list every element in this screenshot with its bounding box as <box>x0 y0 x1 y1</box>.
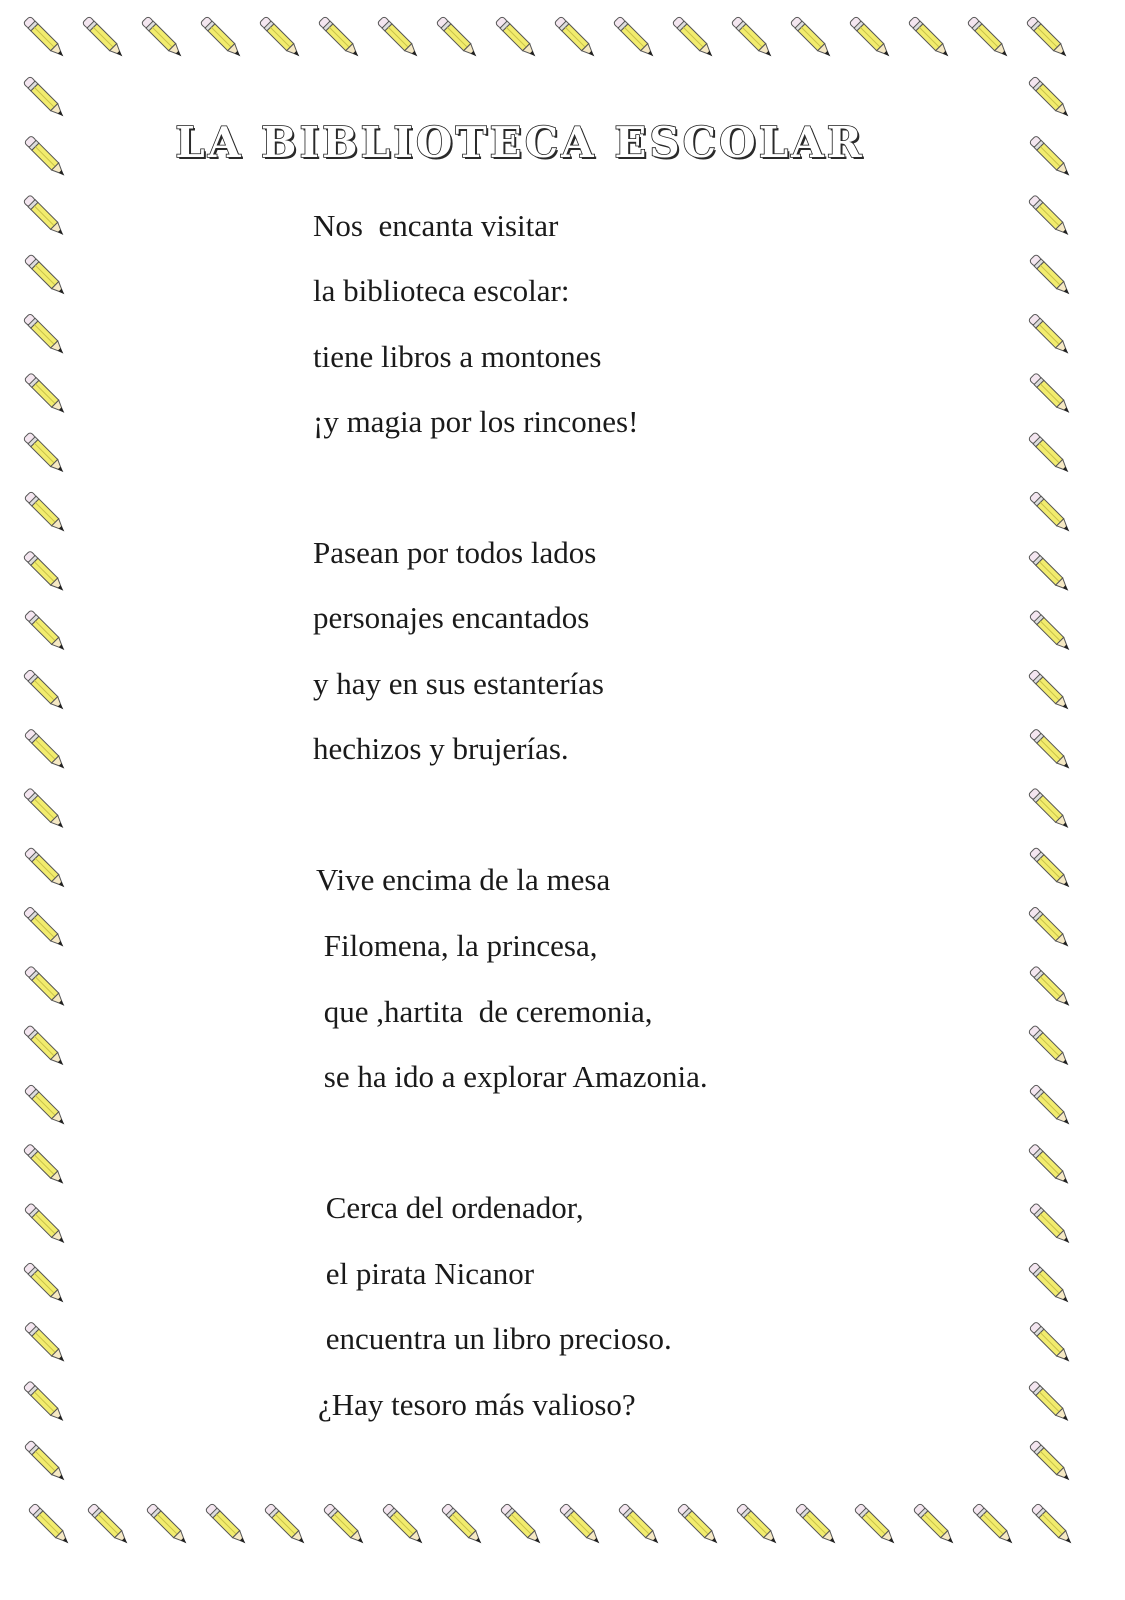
pencil-icon <box>677 1503 721 1547</box>
pencil-icon <box>24 491 68 535</box>
pencil-icon <box>23 788 67 832</box>
pencil-icon <box>1028 1381 1072 1425</box>
pencil-icon <box>24 966 68 1010</box>
pencil-icon <box>23 76 67 120</box>
pencil-icon <box>23 1143 67 1187</box>
pencil-icon <box>24 1440 68 1484</box>
pencil-icon <box>1031 1503 1075 1547</box>
pencil-icon <box>1028 1262 1072 1306</box>
poem-line: encuentra un libro precioso. <box>318 1321 672 1356</box>
poem-line: Filomena, la princesa, <box>316 928 598 963</box>
pencil-icon <box>146 1503 190 1547</box>
pencil-icon <box>23 16 67 60</box>
poem-title: LA BIBLIOTECA ESCOLAR <box>175 118 865 167</box>
poem-line: Nos encanta visitar <box>313 208 559 243</box>
pencil-icon <box>23 906 67 950</box>
pencil-icon <box>23 432 67 476</box>
pencil-icon <box>1029 1440 1073 1484</box>
pencil-icon <box>913 1503 957 1547</box>
poem-line: ¿Hay tesoro más valioso? <box>318 1387 636 1422</box>
pencil-icon <box>500 1503 544 1547</box>
pencil-icon <box>1029 728 1073 772</box>
pencil-icon <box>24 1203 68 1247</box>
pencil-icon <box>495 16 539 60</box>
pencil-icon <box>972 1503 1016 1547</box>
pencil-icon <box>82 16 126 60</box>
pencil-icon <box>1028 313 1072 357</box>
pencil-icon <box>1026 16 1070 60</box>
pencil-icon <box>23 1381 67 1425</box>
pencil-icon <box>323 1503 367 1547</box>
pencil-icon <box>849 16 893 60</box>
pencil-icon <box>23 1262 67 1306</box>
pencil-icon <box>854 1503 898 1547</box>
pencil-icon <box>24 1084 68 1128</box>
poem-line: se ha ido a explorar Amazonia. <box>316 1059 708 1094</box>
pencil-icon <box>1029 610 1073 654</box>
pencil-icon <box>205 1503 249 1547</box>
pencil-icon <box>1029 254 1073 298</box>
pencil-icon <box>23 313 67 357</box>
poem-line: la biblioteca escolar: <box>313 273 570 308</box>
pencil-icon <box>1029 1084 1073 1128</box>
pencil-icon <box>436 16 480 60</box>
pencil-icon <box>1028 906 1072 950</box>
pencil-icon <box>23 669 67 713</box>
pencil-icon <box>141 16 185 60</box>
pencil-icon <box>259 16 303 60</box>
pencil-icon <box>1029 966 1073 1010</box>
pencil-icon <box>318 16 362 60</box>
pencil-icon <box>731 16 775 60</box>
pencil-icon <box>618 1503 662 1547</box>
pencil-icon <box>1029 847 1073 891</box>
pencil-icon <box>24 610 68 654</box>
poem-line: tiene libros a montones <box>313 339 602 374</box>
pencil-icon <box>1028 788 1072 832</box>
pencil-icon <box>200 16 244 60</box>
pencil-icon <box>554 16 598 60</box>
pencil-icon <box>613 16 657 60</box>
pencil-icon <box>1029 491 1073 535</box>
pencil-icon <box>1028 669 1072 713</box>
pencil-icon <box>1029 1203 1073 1247</box>
pencil-icon <box>24 728 68 772</box>
pencil-icon <box>24 847 68 891</box>
pencil-icon <box>382 1503 426 1547</box>
poem-line: ¡y magia por los rincones! <box>313 404 639 439</box>
pencil-icon <box>672 16 716 60</box>
pencil-icon <box>736 1503 780 1547</box>
pencil-icon <box>264 1503 308 1547</box>
pencil-icon <box>1028 1025 1072 1069</box>
pencil-icon <box>1028 432 1072 476</box>
pencil-icon <box>1028 76 1072 120</box>
pencil-icon <box>377 16 421 60</box>
pencil-icon <box>23 550 67 594</box>
pencil-icon <box>87 1503 131 1547</box>
poem-line: el pirata Nicanor <box>318 1256 535 1291</box>
pencil-icon <box>1029 373 1073 417</box>
poem-line: Vive encima de la mesa <box>316 862 611 897</box>
pencil-icon <box>1028 195 1072 239</box>
poem-line: Cerca del ordenador, <box>318 1190 584 1225</box>
pencil-icon <box>28 1503 72 1547</box>
pencil-icon <box>790 16 834 60</box>
pencil-icon <box>23 195 67 239</box>
pencil-icon <box>1029 1321 1073 1365</box>
poem-line: Pasean por todos lados <box>313 535 597 570</box>
pencil-icon <box>24 373 68 417</box>
pencil-icon <box>559 1503 603 1547</box>
poem-line: que ,hartita de ceremonia, <box>316 994 653 1029</box>
pencil-icon <box>441 1503 485 1547</box>
pencil-icon <box>908 16 952 60</box>
pencil-icon <box>1028 1143 1072 1187</box>
pencil-icon <box>1028 550 1072 594</box>
pencil-icon <box>24 1321 68 1365</box>
pencil-icon <box>23 1025 67 1069</box>
pencil-icon <box>24 254 68 298</box>
pencil-icon <box>967 16 1011 60</box>
pencil-icon <box>795 1503 839 1547</box>
poem-line: personajes encantados <box>313 600 590 635</box>
poem-line: hechizos y brujerías. <box>313 731 569 766</box>
poem-line: y hay en sus estanterías <box>313 666 604 701</box>
